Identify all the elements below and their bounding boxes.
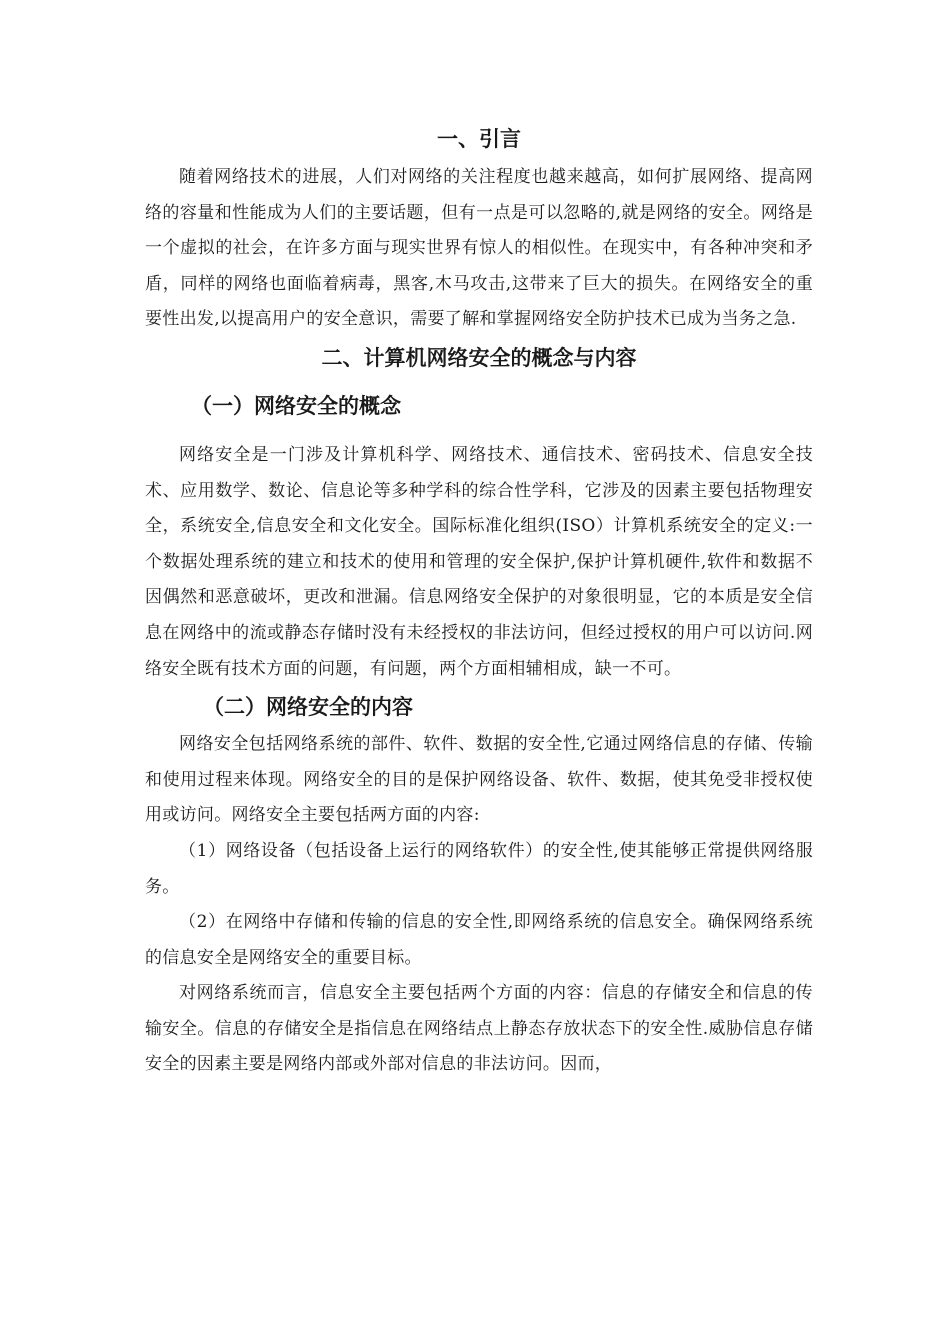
subsection-title-concept: （一）网络安全的概念 <box>191 393 401 418</box>
section-title-network-security: 二、计算机网络安全的概念与内容 <box>321 345 637 370</box>
subsection-title-content: （二）网络安全的内容 <box>203 695 413 720</box>
content-list-item-1: （1）网络设备（包括设备上运行的网络软件）的安全性,使其能够正常提供网络服务。 <box>145 840 813 897</box>
section-title-introduction: 一、引言 <box>437 127 521 151</box>
content-list-item-2: （2）在网络中存储和传输的信息的安全性,即网络系统的信息安全。确保网络系统的信息安全是网络安全的重要目标。 <box>145 912 813 968</box>
introduction-paragraph: 随着网络技术的进展，人们对网络的关注程度也越来越高，如何扩展网络、提高网络的容量和性能成为人们的主要话题，但有一点是可以忽略的,就是网络的安全。网络是一个虚拟的社会，在许多方面与现实世界有惊人的相似性。在现实中，有各种冲突和矛盾，同样的网络也面临着病毒，黑客,木马攻击,这带来了巨大的损失。在网络安全的重要性出发,以提高用户的安全意识，需要了解和掌握网络安全防护技术已成为当务之急. <box>145 167 813 330</box>
concept-paragraph: 网络安全是一门涉及计算机科学、网络技术、通信技术、密码技术、信息安全技术、应用数学、数论、信息论等多种学科的综合性学科，它涉及的因素主要包括物理安全，系统安全,信息安全和文化安全。国际标准化组织(ISO）计算机系统安全的定义:一个数据处理系统的建立和技术的使用和管理的安全保护,保护计算机硬件,软件和数据不因偶然和恶意破坏，更改和泄漏。信息网络安全保护的对象很明显，它的本质是安全信息在网络中的流或静态存储时没有未经授权的非法访问，但经过授权的用户可以访问.网络安全既有技术方面的问题，有问题，两个方面相辅相成，缺一不可。 <box>145 444 813 679</box>
document-page <box>145 118 813 1083</box>
information-security-paragraph: 对网络系统而言，信息安全主要包括两个方面的内容：信息的存储安全和信息的传输安全。信息的存储安全是指信息在网络结点上静态存放状态下的安全性.威胁信息存储安全的因素主要是网络内部或外部对信息的非法访问。因而， <box>145 983 813 1075</box>
content-paragraph: 网络安全包括网络系统的部件、软件、数据的安全性,它通过网络信息的存储、传输和使用过程来体现。网络安全的目的是保护网络设备、软件、数据，使其免受非授权使用或访问。网络安全主要包括两方面的内容: <box>145 734 813 826</box>
